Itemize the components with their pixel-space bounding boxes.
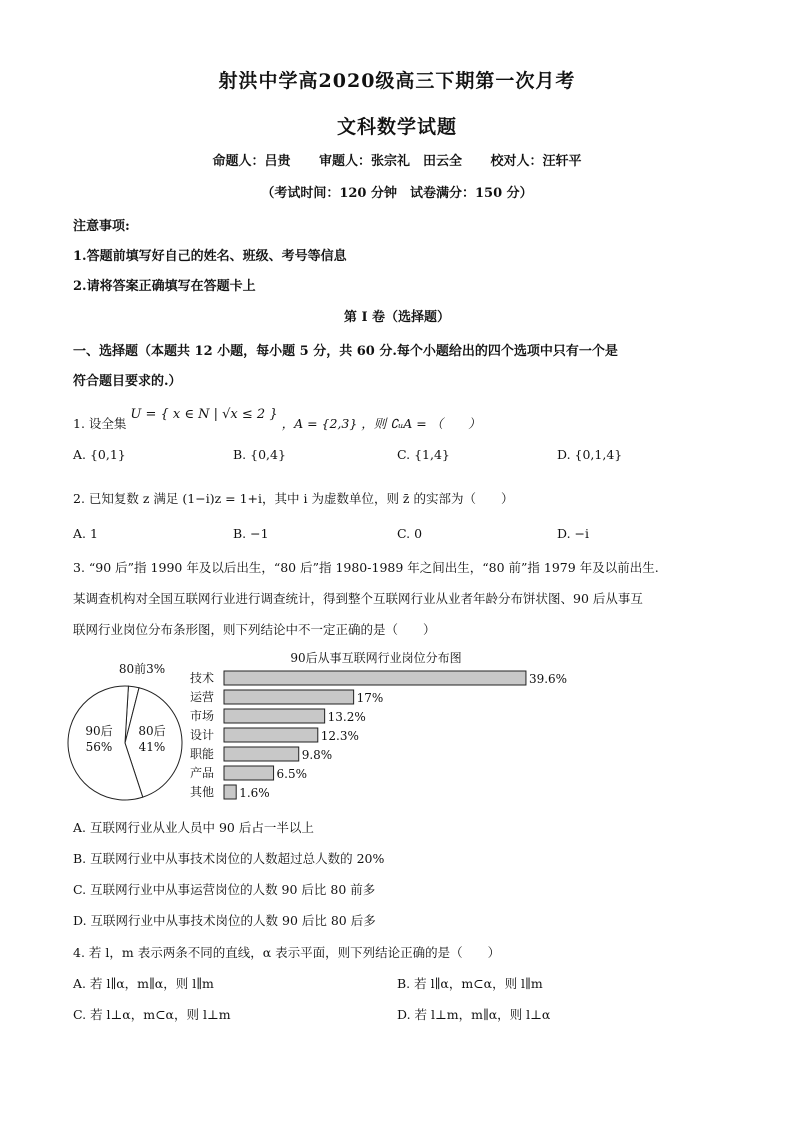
bar-category-label: 市场 — [190, 709, 215, 723]
q4-option-d: D. 若 l⊥m，m∥α，则 l⊥α — [397, 1007, 551, 1022]
question-3-line3: 联网行业岗位分布条形图，则下列结论中不一定正确的是（ ） — [73, 622, 436, 637]
exam-staff — [0, 150, 794, 169]
bar-value-label: 17% — [356, 691, 384, 705]
bar-value-label: 6.5% — [276, 767, 308, 781]
reviewer: 审题人：张宗礼 田云全 — [318, 154, 462, 169]
q3-option-c: C. 互联网行业中从事运营岗位的人数 90 后比 80 前多 — [73, 882, 376, 897]
q1-option-c: C. {1,4} — [397, 447, 450, 462]
q2-option-c: C. 0 — [397, 526, 423, 541]
bar-value-label: 12.3% — [320, 729, 359, 743]
pie-label: 80后 — [138, 724, 166, 738]
pie-label: 80前3% — [118, 662, 166, 676]
question-3-line1: 3. “90 后”指 1990 年及以后出生，“80 后”指 1980-1989 年之间出生，“80 前”指 1979 年及以前出生. — [73, 560, 659, 575]
bar — [224, 747, 299, 761]
bar-category-label: 产品 — [190, 766, 215, 780]
pie-label: 90后 — [85, 724, 113, 738]
job-bar-chart — [186, 648, 586, 806]
checker: 校对人：汪轩平 — [490, 154, 582, 169]
q3-option-a: A. 互联网行业从业人员中 90 后占一半以上 — [73, 820, 314, 835]
bar-category-label: 设计 — [190, 728, 215, 742]
setter: 命题人：吕贵 — [212, 154, 291, 169]
q4-option-c: C. 若 l⊥α，m⊂α，则 l⊥m — [73, 1007, 231, 1022]
note-item: 1.答题前填写好自己的姓名、班级、考号等信息 — [73, 249, 347, 264]
bar-value-label: 13.2% — [327, 710, 366, 724]
q1-option-d: D. {0,1,4} — [557, 447, 623, 462]
bar — [224, 690, 354, 704]
q3-option-b: B. 互联网行业中从事技术岗位的人数超过总人数的 20% — [73, 851, 385, 866]
q4-option-a: A. 若 l∥α，m∥α，则 l∥m — [73, 976, 214, 991]
question-4: 4. 若 l，m 表示两条不同的直线，α 表示平面，则下列结论正确的是（ ） — [73, 945, 501, 960]
section-heading: 一、选择题（本题共 12 小题，每小题 5 分，共 60 分.每个小题给出的四个选项中只有一个是 — [73, 344, 618, 359]
bar — [224, 709, 325, 723]
bar-value-label: 9.8% — [301, 748, 333, 762]
q1-set-u: U = { x ∈ N | √x ≤ 2 } — [130, 407, 278, 422]
bar-value-label: 1.6% — [239, 786, 270, 800]
exam-info: （考试时间：120 分钟 试卷满分：150 分） — [261, 186, 533, 201]
bar-category-label: 其他 — [190, 785, 215, 799]
bar-category-label: 技术 — [190, 671, 215, 685]
q2-option-d: D. −i — [557, 526, 589, 541]
section-heading-cont: 符合题目要求的.） — [73, 374, 182, 389]
q1-option-a: A. {0,1} — [73, 447, 126, 462]
bar-category-label: 运营 — [190, 690, 215, 704]
q1-option-b: B. {0,4} — [233, 447, 286, 462]
q1-set-a: ，A = {2,3} — [281, 416, 358, 431]
bar — [224, 785, 236, 799]
q1-suffix: ，则 ∁ᵤA = （ ） — [361, 416, 481, 431]
part-title: 第 I 卷（选择题） — [343, 310, 451, 325]
exam-title: 射洪中学高2020级高三下期第一次月考 — [218, 70, 576, 92]
bar — [224, 728, 318, 742]
pie-label: 56% — [85, 740, 113, 754]
q2-option-b: B. −1 — [233, 526, 269, 541]
q3-option-d: D. 互联网行业中从事技术岗位的人数 90 后比 80 后多 — [73, 913, 376, 928]
bar — [224, 766, 274, 780]
bar-chart-title: 90后从事互联网行业岗位分布图 — [290, 651, 462, 665]
question-3-line2: 某调查机构对全国互联网行业进行调查统计，得到整个互联网行业从业者年龄分布饼状图、90 后从事互 — [73, 591, 643, 606]
bar-value-label: 39.6% — [528, 672, 568, 686]
q4-option-b: B. 若 l∥α，m⊂α，则 l∥m — [397, 976, 543, 991]
q2-option-a: A. 1 — [73, 526, 98, 541]
note-item: 2.请将答案正确填写在答题卡上 — [73, 279, 256, 294]
age-pie-chart — [62, 655, 192, 805]
notes-heading: 注意事项: — [73, 219, 130, 234]
question-2: 2. 已知复数 z 满足 (1−i)z = 1+i，其中 i 为虚数单位，则 z̄ 的实部为（ ） — [73, 491, 514, 506]
exam-subtitle: 文科数学试题 — [336, 116, 457, 138]
question-1 — [73, 407, 481, 432]
pie-label: 41% — [138, 740, 166, 754]
bar-category-label: 职能 — [190, 747, 215, 761]
q1-prefix: 1. 设全集 — [73, 416, 127, 431]
bar — [224, 671, 526, 685]
